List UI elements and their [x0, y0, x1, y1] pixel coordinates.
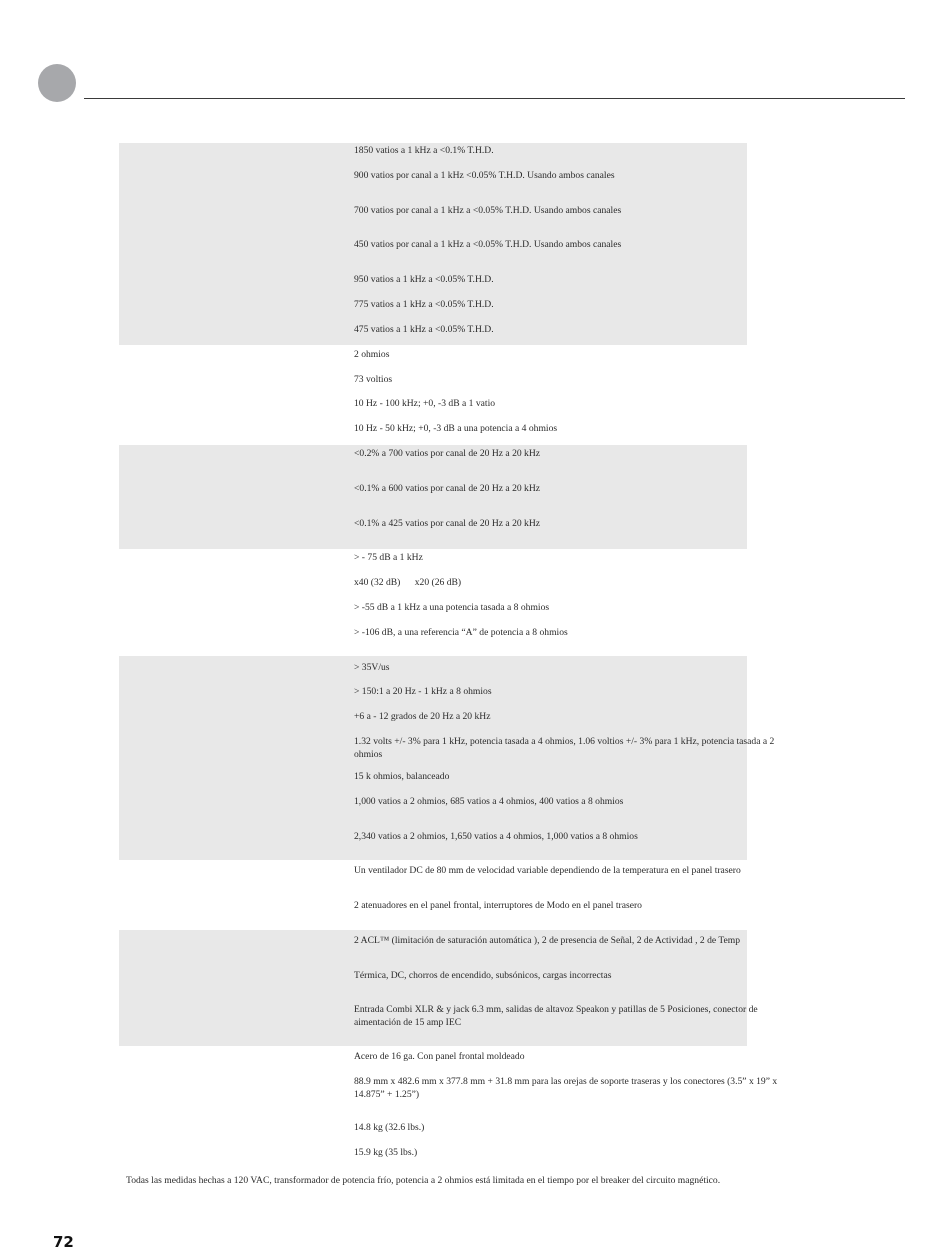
spec-line: 14.8 kg (32.6 lbs.): [354, 1122, 425, 1133]
footnote: Todas las medidas hechas a 120 VAC, transformador de potencia frío, potencia a 2 ohmios está limitada en el tiempo por el breaker del circuito magnético.: [126, 1175, 721, 1186]
spec-line: <0.2% a 700 vatios por canal de 20 Hz a 20 kHz: [354, 448, 541, 459]
spec-line: 475 vatios a 1 kHz a <0.05% T.H.D.: [354, 324, 494, 335]
page-number: 72: [53, 1233, 74, 1251]
spec-line: Un ventilador DC de 80 mm de velocidad variable dependiendo de la temperatura en el panel trasero: [354, 865, 741, 876]
spec-line: > -106 dB, a una referencia “A” de potencia a 8 ohmios: [354, 627, 568, 638]
spec-line: 10 Hz - 50 kHz; +0, -3 dB a una potencia a 4 ohmios: [354, 423, 558, 434]
spec-line: 950 vatios a 1 kHz a <0.05% T.H.D.: [354, 274, 494, 285]
spec-line: 73 voltios: [354, 374, 393, 385]
spec-line: Acero de 16 ga. Con panel frontal moldeado: [354, 1051, 525, 1062]
spec-line: <0.1% a 600 vatios por canal de 20 Hz a 20 kHz: [354, 483, 541, 494]
spec-band-distortion: [119, 445, 747, 549]
spec-line: 2 ACL™ (limitación de saturación automática ), 2 de presencia de Señal, 2 de Actividad , 2 de Temp: [354, 935, 741, 946]
spec-line: 2 atenuadores en el panel frontal, interruptores de Modo en el panel trasero: [354, 900, 642, 911]
spec-line: <0.1% a 425 vatios por canal de 20 Hz a 20 kHz: [354, 518, 541, 529]
spec-line: 15.9 kg (35 lbs.): [354, 1147, 418, 1158]
spec-line: Entrada Combi XLR & y jack 6.3 mm, salidas de altavoz Speakon y patillas de 5 Posiciones, conector de aimentación de 15 amp IEC: [354, 1004, 758, 1028]
spec-line: 10 Hz - 100 kHz; +0, -3 dB a 1 vatio: [354, 398, 496, 409]
spec-line: 1,000 vatios a 2 ohmios, 685 vatios a 4 ohmios, 400 vatios a 8 ohmios: [354, 796, 624, 807]
spec-line: Térmica, DC, chorros de encendido, subsónicos, cargas incorrectas: [354, 970, 612, 981]
spec-line: > 150:1 a 20 Hz - 1 kHz a 8 ohmios: [354, 686, 492, 697]
spec-line: 1.32 volts +/- 3% para 1 kHz, potencia tasada a 4 ohmios, 1.06 voltios +/- 3% para 1 kHz, potencia tasada a 2 ohmios: [354, 736, 775, 760]
spec-line: 88.9 mm x 482.6 mm x 377.8 mm + 31.8 mm para las orejas de soporte traseras y los conectores (3.5” x 19” x 14.875” + 1.25”): [354, 1076, 778, 1100]
spec-line: 1850 vatios a 1 kHz a <0.1% T.H.D.: [354, 145, 494, 156]
section-bullet-icon: [38, 64, 76, 102]
spec-line: > -55 dB a 1 kHz a una potencia tasada a 8 ohmios: [354, 602, 550, 613]
spec-line: x40 (32 dB) x20 (26 dB): [354, 577, 462, 588]
spec-line: 700 vatios por canal a 1 kHz a <0.05% T.H.D. Usando ambos canales: [354, 205, 622, 216]
spec-line: 2 ohmios: [354, 349, 390, 360]
spec-line: > - 75 dB a 1 kHz: [354, 552, 423, 563]
spec-line: 2,340 vatios a 2 ohmios, 1,650 vatios a 4 ohmios, 1,000 vatios a 8 ohmios: [354, 831, 638, 842]
spec-line: 775 vatios a 1 kHz a <0.05% T.H.D.: [354, 299, 494, 310]
spec-line: 15 k ohmios, balanceado: [354, 771, 450, 782]
header-rule: [84, 98, 905, 99]
spec-line: 900 vatios por canal a 1 kHz <0.05% T.H.D. Usando ambos canales: [354, 170, 615, 181]
spec-line: +6 a - 12 grados de 20 Hz a 20 kHz: [354, 711, 491, 722]
spec-line: 450 vatios por canal a 1 kHz a <0.05% T.H.D. Usando ambos canales: [354, 239, 622, 250]
spec-line: > 35V/us: [354, 662, 390, 673]
